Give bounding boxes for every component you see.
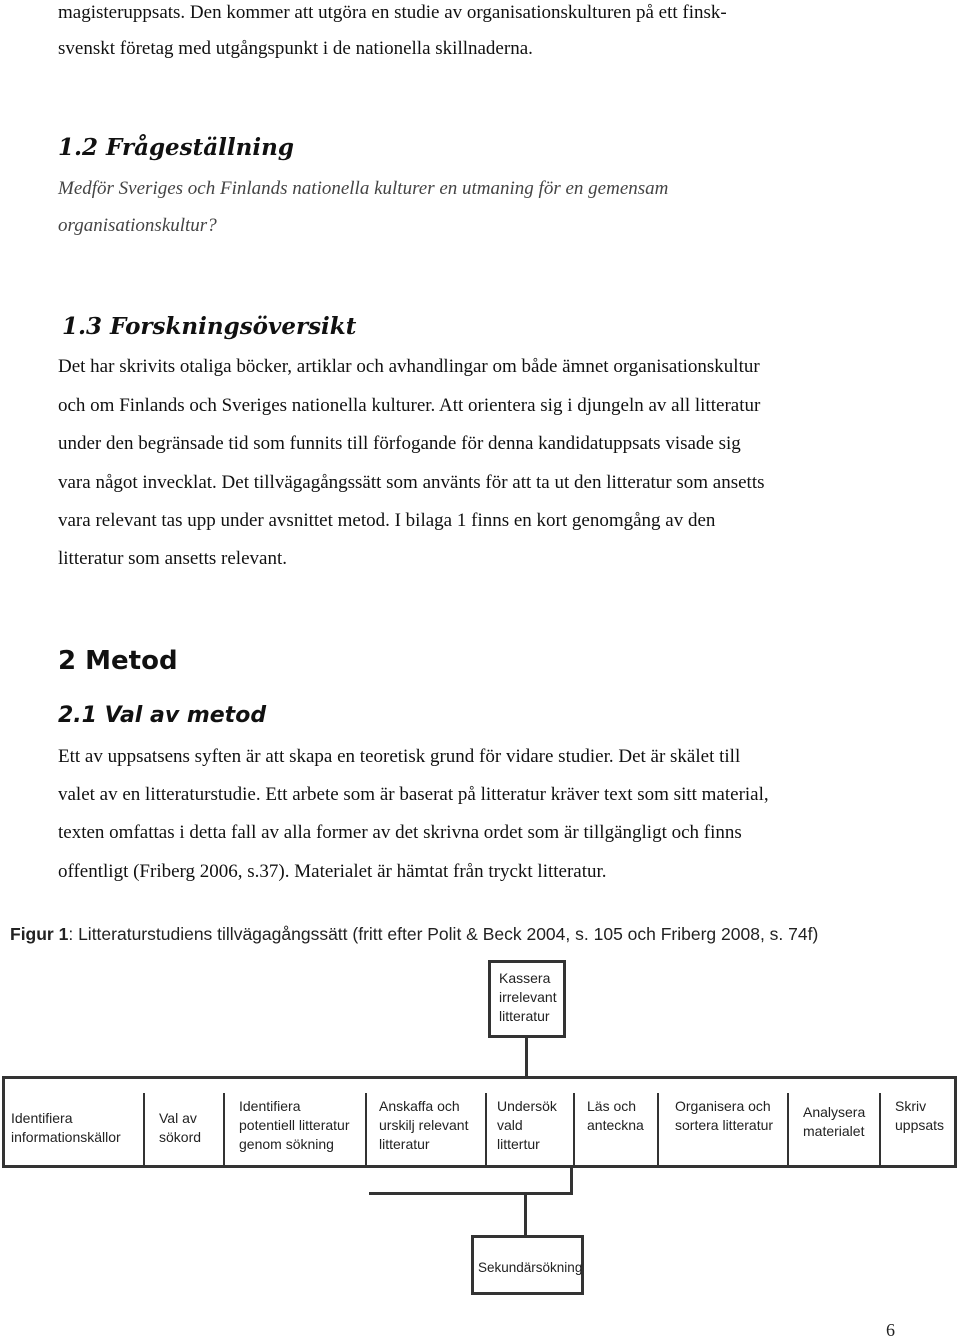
step-box: Undersök vald littertur — [487, 1093, 575, 1167]
body-text-line: Ett av uppsatsens syften är att skapa en teoretisk grund för vidare studier. Det är skälet till — [58, 746, 741, 767]
figure-label: Figur 1 — [10, 924, 69, 944]
research-question-line: organisationskultur? — [58, 215, 217, 236]
step-box: Skriv uppsats — [895, 1098, 945, 1133]
step-box: Analysera materialet — [789, 1093, 881, 1167]
step-box: Identifiera informationskällor — [5, 1093, 145, 1167]
connector-line — [524, 1195, 527, 1235]
connector-line — [525, 1038, 528, 1076]
research-question-line: Medför Sveriges och Finlands nationella kulturer en utmaning för en gemensam — [58, 178, 669, 199]
chapter-heading-2: 2 Metod — [58, 646, 178, 676]
connector-line — [369, 1192, 573, 1195]
connector-line — [570, 1168, 573, 1194]
body-text-line: magisteruppsats. Den kommer att utgöra en studie av organisationskulturen på ett finsk- — [58, 2, 727, 23]
body-text-line: texten omfattas i detta fall av alla former av det skrivna ordet som är tillgängligt och finns — [58, 822, 742, 843]
body-text-line: valet av en litteraturstudie. Ett arbete som är baserat på litteratur kräver text som sitt material, — [58, 784, 769, 805]
figure-caption-text: : Litteraturstudiens tillvägagångssätt (fritt efter Polit & Beck 2004, s. 105 och Friberg 2008, s. 74f) — [68, 924, 819, 944]
section-heading-1-2: 1.2 Frågeställning — [58, 134, 294, 161]
body-text-line: och om Finlands och Sveriges nationella kulturer. Att orientera sig i djungeln av all litteratur — [58, 395, 761, 416]
step-box: Val av sökord — [145, 1093, 225, 1167]
page-number: 6 — [886, 1320, 895, 1340]
secondary-search-box: Sekundärsökning — [471, 1235, 584, 1295]
step-box: Identifiera potentiell litteratur genom sökning — [225, 1093, 367, 1167]
figure-caption — [10, 924, 818, 945]
body-text-line: Det har skrivits otaliga böcker, artiklar och avhandlingar om både ämnet organisationskultur — [58, 356, 760, 377]
body-text-line: vara något invecklat. Det tillvägagångssätt som använts för att ta ut den litteratur som ansetts — [58, 472, 765, 493]
body-text-line: litteratur som ansetts relevant. — [58, 548, 287, 569]
step-box: Läs och anteckna — [575, 1093, 659, 1167]
step-box: Organisera och sortera litteratur — [659, 1093, 789, 1167]
body-text-line: svenskt företag med utgångspunkt i de nationella skillnaderna. — [58, 38, 533, 59]
body-text-line: vara relevant tas upp under avsnittet metod. I bilaga 1 finns en kort genomgång av den — [58, 510, 716, 531]
step-box: Anskaffa och urskilj relevant litteratur — [367, 1093, 487, 1167]
body-text-line: under den begränsade tid som funnits till förfogande för denna kandidatuppsats visade sig — [58, 433, 741, 454]
body-text-line: offentligt (Friberg 2006, s.37). Materialet är hämtat från tryckt litteratur. — [58, 861, 607, 882]
discard-box: Kassera irrelevant litteratur — [488, 960, 566, 1038]
section-heading-1-3: 1.3 Forskningsöversikt — [62, 313, 357, 340]
section-heading-2-1: 2.1 Val av metod — [58, 703, 267, 728]
